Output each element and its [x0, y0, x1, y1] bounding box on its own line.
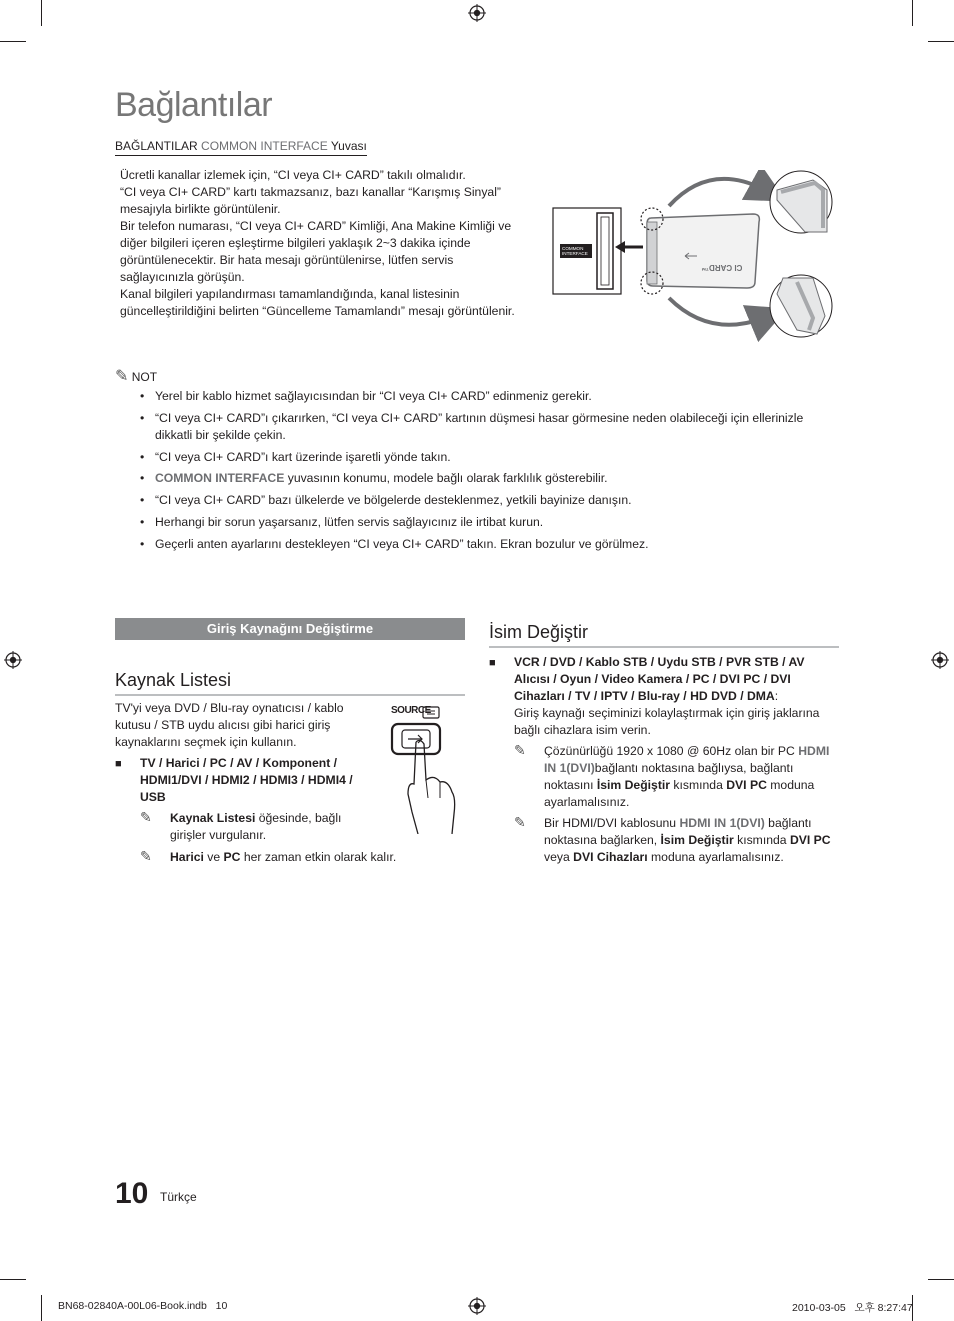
pc-ref: PC: [223, 850, 241, 864]
hdmi-port-ref: HDMI IN 1(DVI): [544, 744, 830, 775]
note-pen-icon: ✎: [514, 814, 526, 830]
list-item: [140, 470, 820, 487]
rename-note-1: [514, 743, 834, 811]
source-note-2: [140, 849, 440, 866]
page-title: Bağlantılar: [115, 86, 273, 124]
colon: :: [774, 689, 779, 703]
section-suffix: Yuvası: [330, 139, 367, 153]
card-label: CI CARD™: [701, 263, 743, 272]
print-timestamp: 2010-03-05 오후 8:27:47: [792, 1302, 913, 1314]
kaynak-listesi-heading: Kaynak Listesi: [115, 670, 465, 696]
page-language: Türkçe: [160, 1190, 197, 1204]
hand-press-icon: [388, 702, 458, 834]
note-pen-icon: ✎: [140, 809, 152, 825]
crop-mark: [928, 41, 954, 42]
crop-mark: [41, 0, 42, 26]
isim-degistir-ref: İsim Değiştir: [660, 833, 734, 847]
registration-mark-icon: [468, 4, 486, 22]
rename-device-list: VCR / DVD / Kablo STB / Uydu STB / PVR STB / AV Alıcısı / Oyun / Video Kamera / PC / DVI PC / DVI Cihazları / TV / IPTV / Blu-ray / HD DVD / DMA: [514, 655, 805, 703]
square-bullet-icon: ■: [489, 657, 496, 669]
isim-degistir-heading: İsim Değiştir: [489, 622, 839, 648]
section-banner: Giriş Kaynağını Değiştirme: [115, 618, 465, 640]
note-text: öğesinde, bağlı girişler vurgulanır.: [170, 811, 342, 842]
note-text: kısmında: [673, 778, 723, 792]
note-text: bağlantı noktasına bağlarken,: [544, 816, 812, 847]
rename-desc: Giriş kaynağı seçiminizi kolaylaştırmak için giriş jaklarına bağlı cihazlara isim verin.: [514, 706, 820, 737]
file-name: BN68-02840A-00L06-Book.indb 10: [58, 1300, 228, 1312]
source-note-1: [140, 810, 365, 844]
kaynak-listesi-ref: Kaynak Listesi: [170, 811, 256, 825]
slot-label-line-1: COMMON: [562, 246, 584, 251]
page-number: 10: [115, 1177, 149, 1210]
note-text: moduna ayarlamalısınız.: [651, 850, 784, 864]
intro-paragraph: Bir telefon numarası, “CI veya CI+ CARD” Kimliği, Ana Makine Kimliği ve diğer bilgileri içeren eşleştirme bilgileri yaklaşık 2~3 dakika içinde görüntülenecektir. Bir hata mesajı görüntülenirse, lütfen servis sağlayıcınızla görüşün.: [120, 219, 512, 284]
ci-bullet-rest: yuvasının konumu, modele bağlı olarak farklılık gösterebilir.: [287, 471, 608, 486]
crop-mark: [41, 1295, 42, 1321]
ci-card-diagram: [551, 170, 841, 345]
note-label: NOT: [131, 370, 158, 384]
list-item: • “CI veya CI+ CARD”ı kart üzerinde işaretli yönde takın.: [140, 449, 820, 466]
registration-mark-icon: [468, 1297, 486, 1315]
note-text: ve: [207, 850, 221, 864]
list-item: • “CI veya CI+ CARD”ı çıkarırken, “CI veya CI+ CARD” kartının düşmesi hasar görmesine neden olabileceği için ellerinizle dikkatli bir şekilde çekin.: [140, 410, 820, 444]
crop-mark: [0, 1279, 26, 1280]
intro-paragraph: “CI veya CI+ CARD” kartı takmazsanız, bazı kanallar “Karışmış Sinyal” mesajıyla birlikte görüntülenir.: [120, 185, 501, 216]
note-text: her zaman etkin olarak kalır.: [243, 850, 397, 864]
registration-mark-icon: [4, 651, 22, 669]
note-text: bağlantı noktasına bağlıysa, bağlantı noktasını: [544, 761, 794, 792]
source-label: SOURCE: [391, 705, 431, 716]
source-button-illustration: [388, 702, 458, 834]
note-text: kısmında: [737, 833, 787, 847]
intro-paragraph: Ücretli kanallar izlemek için, “CI veya CI+ CARD” takılı olmalıdır.: [120, 168, 466, 182]
note-header: [115, 366, 157, 386]
note-text: Bir HDMI/DVI kablosunu: [544, 816, 677, 830]
section-subtitle: [115, 139, 367, 156]
dvi-pc-ref: DVI PC: [726, 778, 767, 792]
note-pen-icon: ✎: [140, 848, 152, 864]
list-item: • Herhangi bir sorun yaşarsanız, lütfen servis sağlayıcınız ile irtibat kurun.: [140, 514, 820, 531]
dvi-pc-ref: DVI PC: [789, 833, 831, 847]
list-item: • Geçerli anten ayarlarını destekleyen “CI veya CI+ CARD” takın. Ekran bozulur ve görülmez.: [140, 536, 820, 553]
hdmi-port-ref: HDMI IN 1(DVI): [679, 816, 765, 830]
rename-note-2: [514, 815, 834, 866]
intro-paragraph: Kanal bilgileri yapılandırması tamamlandığında, kanal listesinin güncelleştirildiğini belirten “Güncelleme Tamamlandı” mesajı görüntülenir.: [120, 287, 515, 318]
slot-label-line-2: INTERFACE: [562, 251, 588, 256]
note-pen-icon: ✎: [514, 742, 526, 758]
registration-mark-icon: [931, 651, 949, 669]
kaynak-listesi-desc: TV'yi veya DVD / Blu-ray oynatıcısı / kablo kutusu / STB uydu alıcısı gibi harici giriş kaynaklarını seçmek için kullanın.: [115, 701, 344, 749]
section-highlight: COMMON INTERFACE: [201, 139, 328, 153]
note-text: veya: [544, 850, 570, 864]
ci-card-illustration: [551, 170, 841, 345]
isim-degistir-ref: İsim Değiştir: [596, 778, 671, 792]
slot-label: [562, 246, 592, 256]
note-pen-icon: ✎: [115, 368, 129, 385]
source-list: [115, 755, 360, 806]
crop-mark: [912, 0, 913, 26]
crop-mark: [0, 41, 26, 42]
ci-highlight: COMMON INTERFACE: [155, 471, 285, 486]
harici-ref: Harici: [170, 850, 204, 864]
list-item: • Yerel bir kablo hizmet sağlayıcısından bir “CI veya CI+ CARD” edinmeniz gerekir.: [140, 388, 820, 405]
note-list: [140, 388, 820, 558]
note-text: moduna ayarlamalısınız.: [544, 778, 815, 809]
intro-text: [120, 167, 525, 320]
list-item: • “CI veya CI+ CARD” bazı ülkelerde ve bölgelerde desteklenmez, yetkili bayinize danışın.: [140, 492, 820, 509]
crop-mark: [928, 1279, 954, 1280]
source-options: TV / Harici / PC / AV / Komponent / HDMI1/DVI / HDMI2 / HDMI3 / HDMI4 / USB: [140, 756, 353, 804]
square-bullet-icon: ■: [115, 758, 122, 770]
rename-options: [489, 654, 834, 739]
dvi-cihazlari-ref: DVI Cihazları: [573, 850, 648, 864]
section-prefix: BAĞLANTILAR: [115, 139, 198, 153]
note-text: Çözünürlüğü 1920 x 1080 @ 60Hz olan bir PC: [544, 744, 795, 758]
